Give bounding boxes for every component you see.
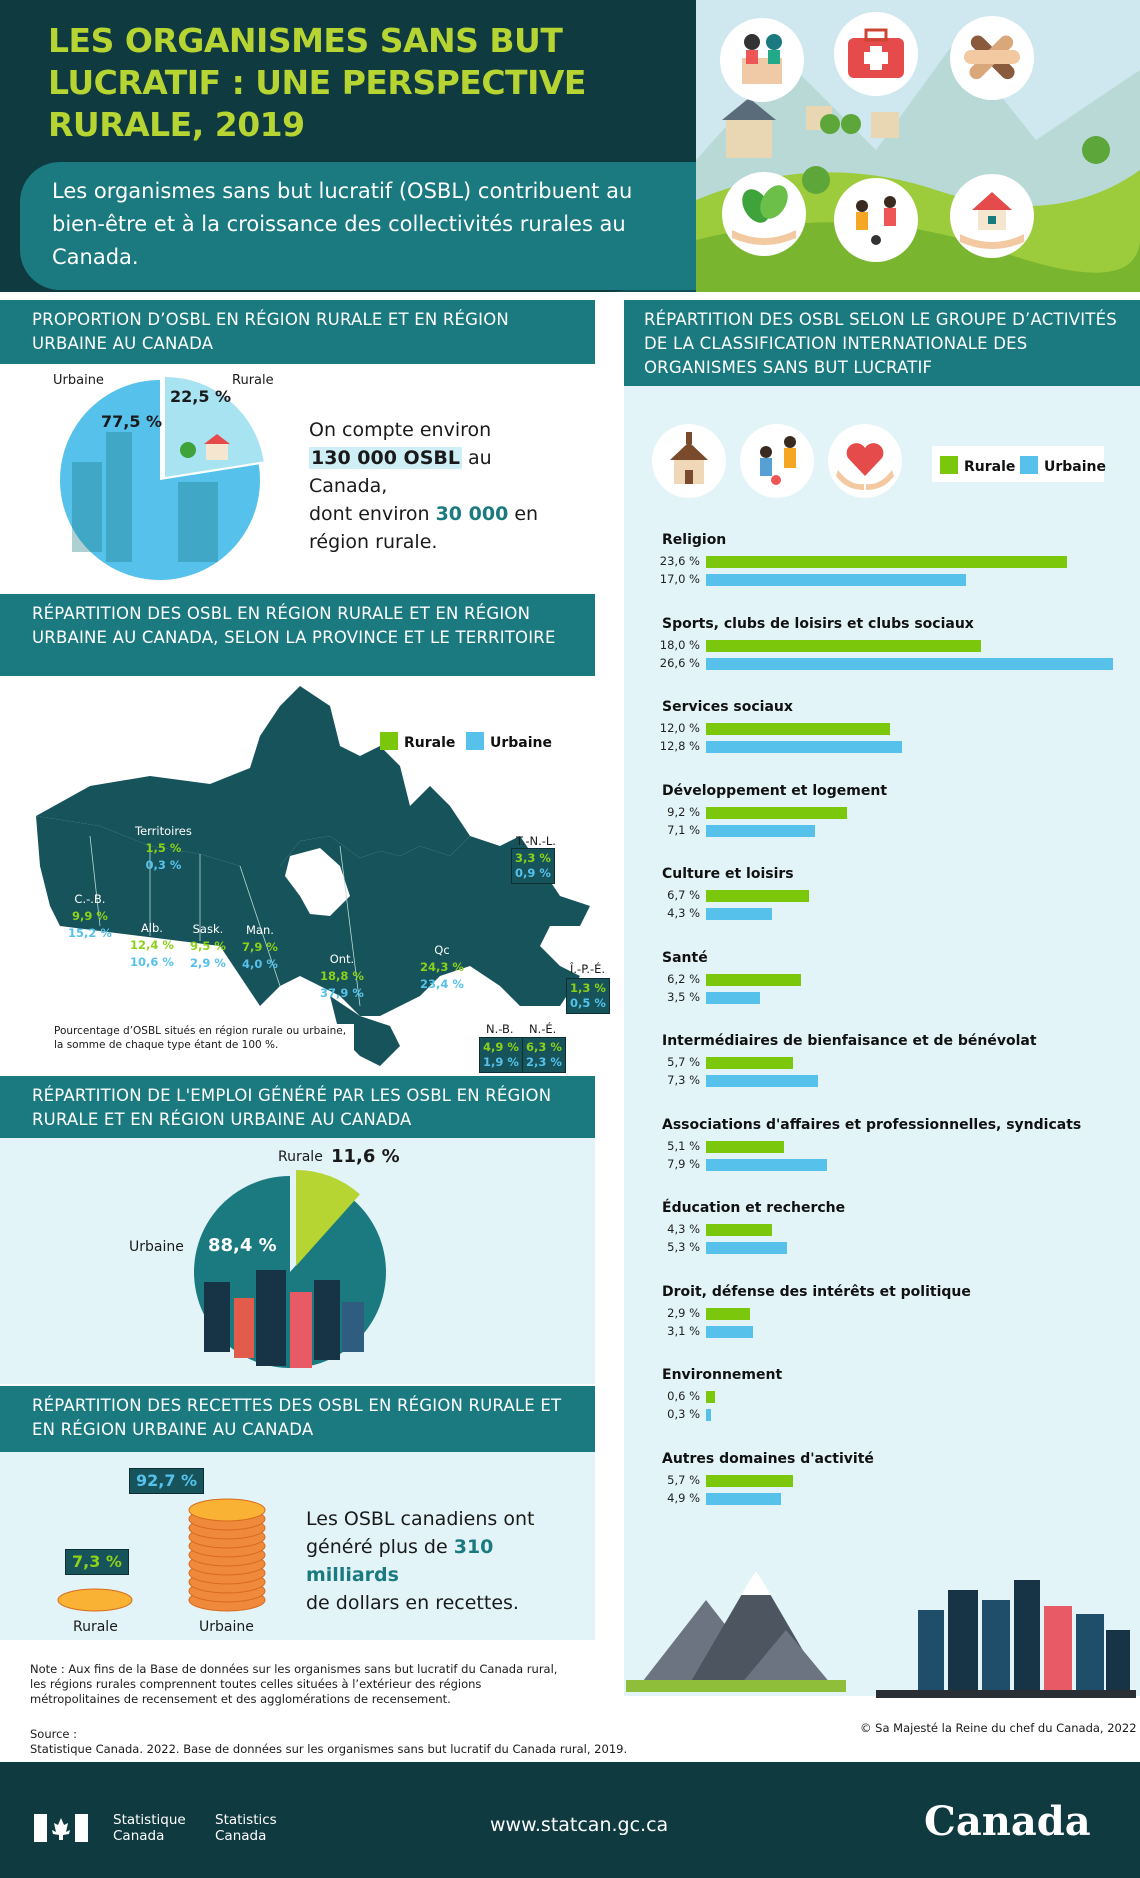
rural-scene-illustration [696,0,1140,292]
map-legend-rural [380,732,455,751]
bar-urban [706,1326,753,1338]
canada-flag-icon [34,1814,88,1842]
legend-swatch-rural [380,732,398,750]
bar-category-label: Religion [662,532,727,548]
bar-value-label: 4,3 % [667,1222,700,1236]
activities-section-header [624,300,1140,386]
bar-value-label: 4,9 % [667,1490,700,1505]
bar-value-label: 6,2 % [667,971,700,986]
bar-rural [706,807,847,819]
map-label-nl-name: T.-N.-L. [516,834,556,848]
map-label-alberta: Alb. 12,4 % 10,6 % [130,921,174,969]
bar-rural [706,723,890,735]
bar-urban [706,741,902,753]
provinces-shape [36,816,590,1016]
bar-urban [706,1075,818,1087]
bar-rural [706,640,981,652]
activities-panel [624,300,1140,1696]
share-text-3: dont environ [309,503,430,525]
revenue-rural-pct: 7,3 % [65,1549,129,1575]
bar-value-label: 5,7 % [667,1472,700,1487]
statcan-url-link[interactable]: www.statcan.gc.ca [490,1814,669,1836]
revenue-summary-text [306,1505,586,1617]
bar-value-label: 18,0 % [659,637,700,652]
map-label-territoires: Territoires 1,5 % 0,3 % [135,824,192,872]
statcan-fr-name: Statistique Canada [113,1812,186,1844]
footer [0,1762,1140,1878]
bar-rural [706,1475,793,1487]
map-label-quebec: Qc 24,3 % 23,4 % [420,943,464,991]
map-label-sask: Sask. 9,5 % 2,9 % [190,922,226,970]
activities-legend-urban [1020,456,1106,475]
legend-label-urban: Urbaine [1044,459,1107,475]
copyright-text: © Sa Majesté la Reine du chef du Canada, 2022 [860,1721,1137,1735]
revenue-text-amount: 310 milliards [306,1536,494,1586]
bar-category-label: Services sociaux [662,699,793,715]
note-text: Note : Aux fins de la Base de données sur les organismes sans but lucratif du Canada rural, les régions rurales comprennent toutes celles situées à l’extérieur des régions métropolitaines de recensement et des agglomérations de recensement. [30,1662,558,1706]
share-summary-text [309,416,569,556]
map-box-nl: 3,3 % 0,9 % [511,848,555,884]
map-label-ontario: Ont. 18,8 % 37,9 % [320,952,364,1000]
housing-hand-icon [950,174,1034,258]
map-box-ns: 6,3 % 2,3 % [522,1037,566,1073]
bar-value-label: 0,3 % [667,1407,700,1421]
bar-value-label: 12,0 % [659,721,700,735]
children-playing-icon [834,178,918,262]
bar-category-label: Droit, défense des intérêts et politique [662,1283,971,1300]
church-icon [652,424,726,498]
revenue-text-1: Les OSBL canadiens ont [306,1508,535,1530]
first-aid-icon [834,12,918,96]
bar-value-label: 5,1 % [667,1138,700,1153]
share-section-header [0,300,595,364]
share-pie-chart [60,372,270,582]
map-label-bc: C.-.B. 9,9 % 15,2 % [68,892,112,940]
page-title: LES ORGANISMES SANS BUT LUCRATIF : UNE PERSPECTIVE RURALE, 2019 [48,21,586,144]
bar-value-label: 17,0 % [659,572,700,586]
bar-value-label: 23,6 % [659,554,700,568]
city-skyline [204,1270,364,1368]
bar-urban [706,1493,781,1505]
activities-section-title: RÉPARTITION DES OSBL SELON LE GROUPE D’ACTIVITÉS DE LA CLASSIFICATION INTERNATIONALE DES ORGANISMES SANS BUT LUCRATIF [644,310,1117,377]
share-rural-label: Rurale [232,373,274,388]
employment-urban-label: Urbaine [129,1239,184,1255]
joined-hands-icon [950,16,1034,100]
bar-urban [706,574,966,586]
source-text: Statistique Canada. 2022. Base de données sur les organismes sans but lucratif du Canada rural, 2019. [30,1742,628,1756]
bar-category-label: Éducation et recherche [662,1200,846,1216]
share-text-1: On compte environ [309,419,492,441]
statcan-en-name: Statistics Canada [215,1812,277,1844]
map-label-manitoba: Man. 7,9 % 4,0 % [242,923,278,971]
revenue-urban-label: Urbaine [199,1619,254,1635]
bar-rural [706,1141,784,1153]
bar-value-label: 7,1 % [667,822,700,837]
bar-value-label: 4,3 % [667,906,700,920]
employment-urban-pct: 88,4 % [208,1235,277,1256]
mountain-city-illustration [616,1540,1136,1700]
share-text-2: au Canada, [309,447,492,497]
bar-urban [706,908,772,920]
revenue-text-3: de dollars en recettes. [306,1592,519,1614]
map-label-nb-name: N.-B. [486,1022,514,1036]
bar-urban [706,1409,711,1421]
map-label-ns-name: N.-É. [529,1022,557,1036]
map-legend-urban [466,732,552,751]
employment-section-title: RÉPARTITION DE L'EMPLOI GÉNÉRÉ PAR LES OSBL EN RÉGION RURALE ET EN RÉGION URBAINE AU CANADA [32,1086,552,1129]
bar-category-label: Sports, clubs de loisirs et clubs sociaux [662,615,974,632]
revenue-section-header [0,1386,595,1452]
bar-urban [706,825,815,837]
map-section-title: RÉPARTITION DES OSBL EN RÉGION RURALE ET EN RÉGION URBAINE AU CANADA, SELON LA PROVINCE ET LE TERRITOIRE [32,604,556,647]
bar-rural [706,1057,793,1069]
employment-rural-label: Rurale [278,1149,323,1165]
bar-category-label: Développement et logement [662,782,888,799]
legend-swatch-urban [1020,456,1038,474]
bar-rural [706,974,801,986]
canada-wordmark: Canada [924,1798,1091,1845]
employment-section-header [0,1076,595,1138]
bar-value-label: 5,3 % [667,1240,700,1254]
revenue-urban-pct: 92,7 % [129,1468,204,1494]
bar-value-label: 3,5 % [667,989,700,1004]
map-box-pei: 1,3 % 0,5 % [566,978,610,1014]
intro-text: Les organismes sans but lucratif (OSBL) contribuent au bien-être et à la croissance des collectivités rurales au Canada. [52,179,633,269]
employment-pie-chart [190,1170,394,1374]
bar-value-label: 3,1 % [667,1323,700,1338]
share-rural-pct: 22,5 % [170,387,232,406]
bar-value-label: 6,7 % [667,888,700,902]
bar-rural [706,1224,772,1236]
activities-legend-rural [940,456,1015,475]
map-section-header [0,594,595,676]
legend-swatch-urban [466,732,484,750]
bar-value-label: 26,6 % [659,655,700,670]
basketball-players-icon [740,424,814,498]
bar-urban [706,1242,787,1254]
bar-value-label: 2,9 % [667,1305,700,1320]
bar-rural [706,556,1067,568]
city-towers [918,1580,1130,1690]
bar-urban [706,658,1113,670]
bar-rural [706,1391,715,1403]
revenue-text-2: généré plus de [306,1536,448,1558]
map-box-nb: 4,9 % 1,9 % [479,1037,523,1073]
bar-category-label: Culture et loisirs [662,866,794,882]
bar-category-label: Intermédiaires de bienfaisance et de bénévolat [662,1033,1037,1049]
heart-hands-icon [828,424,902,498]
bar-urban [706,992,760,1004]
share-text-count: 130 000 OSBL [311,447,460,469]
map-note: Pourcentage d’OSBL situés en région rurale ou urbaine, la somme de chaque type étant de 100 %. [54,1024,354,1052]
share-text-4: en [514,503,539,525]
bar-urban [706,1159,827,1171]
share-section-title: PROPORTION D’OSBL EN RÉGION RURALE ET EN RÉGION URBAINE AU CANADA [32,310,509,353]
legend-label-rural: Rurale [964,459,1016,475]
bar-value-label: 9,2 % [667,804,700,819]
bar-value-label: 7,9 % [667,1156,700,1171]
share-text-rural: 30 000 [435,503,509,525]
bar-rural [706,1308,750,1320]
coin-stack-rural [58,1589,132,1611]
bar-value-label: 7,3 % [667,1073,700,1087]
bar-value-label: 0,6 % [667,1389,700,1403]
share-text-5: région rurale. [309,531,438,553]
bar-category-label: Associations d'affaires et professionnelles, syndicats [662,1116,1082,1133]
bar-value-label: 12,8 % [659,739,700,753]
bar-category-label: Environnement [662,1367,783,1383]
share-urban-label: Urbaine [53,373,104,388]
bar-category-label: Autres domaines d'activité [662,1450,874,1467]
bar-category-label: Santé [662,949,708,966]
bar-rural [706,890,809,902]
share-urban-pct: 77,5 % [101,412,163,431]
rural-coin [58,1589,132,1611]
revenue-section-title: RÉPARTITION DES RECETTES DES OSBL EN RÉGION RURALE ET EN RÉGION URBAINE AU CANADA [32,1396,562,1439]
donation-icon [720,18,804,102]
bar-value-label: 5,7 % [667,1055,700,1069]
legend-label-rural: Rurale [404,735,456,751]
environment-hand-icon [722,172,806,256]
coin-stack-urban [189,1499,265,1611]
urban-coin [189,1499,265,1521]
revenue-rural-label: Rurale [73,1619,118,1635]
map-label-pei-name: Î.-P.-É. [570,962,606,976]
legend-label-urban: Urbaine [490,735,553,751]
employment-rural-pct: 11,6 % [331,1146,400,1167]
legend-swatch-rural [940,456,958,474]
source-label: Source : [30,1727,78,1741]
